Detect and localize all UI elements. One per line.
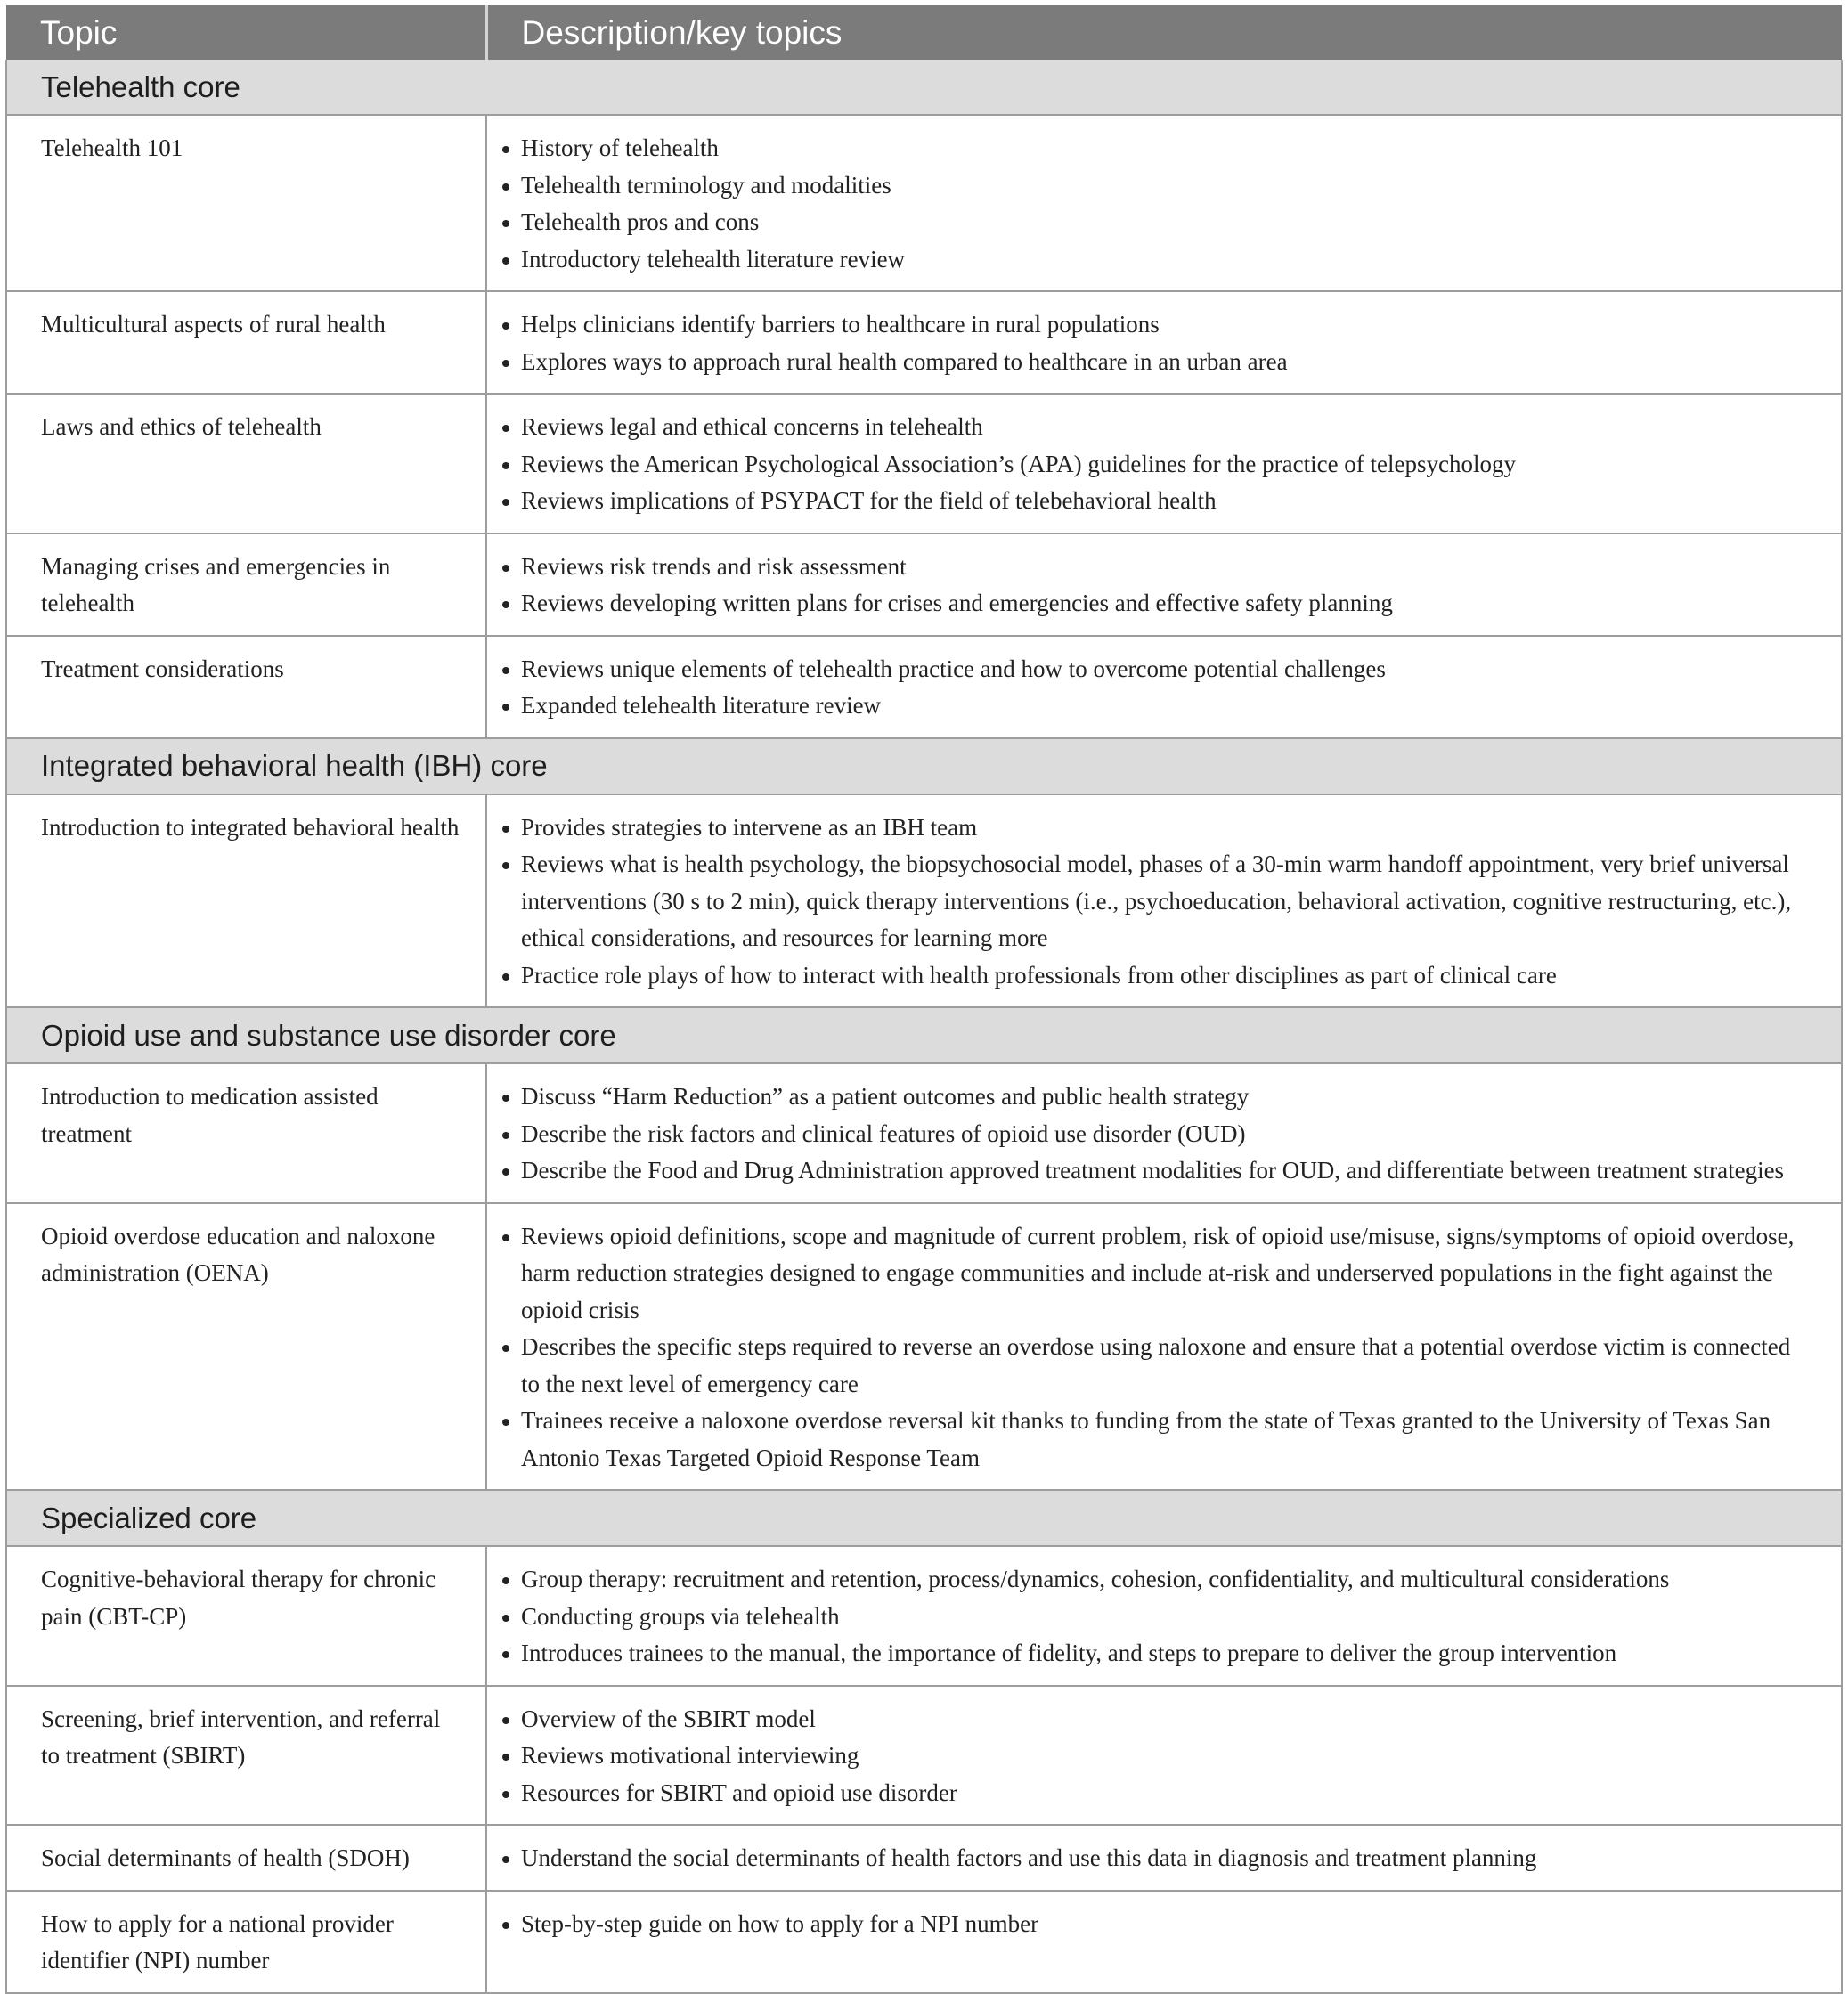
topic-cell: Managing crises and emergencies in telehealth: [6, 533, 486, 636]
key-topic-text: Reviews legal and ethical concerns in telehealth: [521, 413, 983, 440]
key-topic-text: Expanded telehealth literature review: [521, 692, 882, 719]
key-topics-list: [521, 1906, 1805, 1943]
bullet-icon: [502, 601, 509, 608]
key-topic-text: Reviews developing written plans for crises and emergencies and effective safety planning: [521, 590, 1393, 616]
key-topic-item: [521, 204, 1805, 241]
key-topic-text: Reviews opioid definitions, scope and magnitude of current problem, risk of opioid use/misuse, signs/symptoms of opioid overdose, harm reduction strategies designed to engage communities and include at-risk and underserved populations in the fight against the opioid crisis: [521, 1222, 1795, 1323]
bullet-icon: [502, 973, 509, 981]
topic-cell: Introduction to integrated behavioral health: [6, 794, 486, 1008]
topic-cell: Telehealth 101: [6, 115, 486, 291]
key-topic-item: [521, 1840, 1805, 1877]
key-topic-item: [521, 241, 1805, 279]
bullet-icon: [502, 257, 509, 265]
table-row: [6, 1686, 1842, 1826]
bullet-icon: [502, 565, 509, 572]
description-cell: [486, 1891, 1842, 1993]
description-cell: [486, 636, 1842, 738]
description-cell: [486, 1825, 1842, 1891]
bullet-icon: [502, 220, 509, 227]
bullet-icon: [502, 1234, 509, 1241]
key-topic-text: Resources for SBIRT and opioid use disorder: [521, 1778, 957, 1806]
bullet-icon: [502, 1615, 509, 1622]
key-topic-item: [521, 1561, 1805, 1599]
bullet-icon: [502, 1791, 509, 1798]
description-cell: [486, 794, 1842, 1008]
key-topic-text: Conducting groups via telehealth: [521, 1602, 840, 1630]
key-topic-text: Understand the social determinants of health factors and use this data in diagnosis and treatment planning: [521, 1844, 1537, 1871]
key-topic-item: [521, 1701, 1805, 1738]
table-row: [6, 394, 1842, 533]
table-body: [6, 60, 1842, 1993]
key-topic-item: [521, 306, 1805, 344]
key-topics-list: [521, 409, 1805, 520]
table-row: [6, 115, 1842, 291]
key-topic-text: Introductory telehealth literature review: [521, 245, 906, 273]
bullet-icon: [502, 360, 509, 367]
key-topic-item: [521, 585, 1805, 623]
section-header-row: [6, 1007, 1842, 1063]
bullet-icon: [502, 183, 509, 191]
table-row: [6, 794, 1842, 1008]
key-topic-text: Practice role plays of how to interact with health professionals from other disciplines as part of clinical care: [521, 961, 1557, 989]
key-topic-text: Discuss “Harm Reduction” as a patient outcomes and public health strategy: [521, 1083, 1250, 1110]
key-topics-list: [521, 1840, 1805, 1877]
bullet-icon: [502, 1856, 509, 1863]
bullet-icon: [502, 1095, 509, 1102]
description-cell: [486, 1686, 1842, 1826]
key-topics-list: [521, 1218, 1805, 1477]
header-row: [6, 5, 1842, 60]
key-topic-item: [521, 130, 1805, 167]
bullet-icon: [502, 1651, 509, 1658]
bullet-icon: [502, 1419, 509, 1426]
description-cell: [486, 533, 1842, 636]
topic-cell: Screening, brief intervention, and referral to treatment (SBIRT): [6, 1686, 486, 1826]
key-topics-list: [521, 651, 1805, 725]
key-topic-item: [521, 1635, 1805, 1673]
topic-cell: Cognitive-behavioral therapy for chronic pain (CBT-CP): [6, 1546, 486, 1686]
key-topic-item: [521, 549, 1805, 586]
section-title: Specialized core: [6, 1490, 1842, 1546]
bullet-icon: [502, 462, 509, 469]
topic-cell: Opioid overdose education and naloxone administration (OENA): [6, 1203, 486, 1491]
section-title: Integrated behavioral health (IBH) core: [6, 738, 1842, 794]
key-topic-text: Step-by-step guide on how to apply for a NPI number: [521, 1909, 1039, 1937]
key-topic-text: Helps clinicians identify barriers to healthcare in rural populations: [521, 311, 1160, 338]
table-row: [6, 1063, 1842, 1203]
topic-cell: Laws and ethics of telehealth: [6, 394, 486, 533]
table-row: [6, 636, 1842, 738]
key-topic-text: Describe the Food and Drug Administration approved treatment modalities for OUD, and differentiate between treatment strategies: [521, 1157, 1785, 1184]
key-topics-list: [521, 810, 1805, 995]
topic-cell: How to apply for a national provider identifier (NPI) number: [6, 1891, 486, 1993]
key-topic-item: [521, 1218, 1805, 1330]
key-topic-text: Telehealth terminology and modalities: [521, 171, 891, 199]
key-topic-item: [521, 1078, 1805, 1116]
topic-cell: Multicultural aspects of rural health: [6, 291, 486, 394]
bullet-icon: [502, 1922, 509, 1929]
column-header-description: Description/key topics: [486, 5, 1842, 60]
key-topics-list: [521, 549, 1805, 623]
key-topic-item: [521, 1116, 1805, 1153]
section-header-row: [6, 738, 1842, 794]
bullet-icon: [502, 667, 509, 674]
table-row: [6, 1546, 1842, 1686]
bullet-icon: [502, 1754, 509, 1761]
key-topic-text: Group therapy: recruitment and retention, process/dynamics, cohesion, confidentiality, and multicultural considerations: [521, 1566, 1670, 1592]
key-topic-text: History of telehealth: [521, 134, 719, 161]
section-title: Telehealth core: [6, 60, 1842, 115]
key-topic-item: [521, 446, 1805, 484]
bullet-icon: [502, 704, 509, 711]
key-topic-text: Reviews what is health psychology, the biopsychosocial model, phases of a 30-min warm handoff appointment, very brief universal interventions (30 s to 2 min), quick therapy interventions (i.e., psychoeducation, behavioral activation, cognitive restructuring, etc.), ethical considerations, and resources for learning more: [521, 851, 1792, 951]
key-topic-text: Describes the specific steps required to reverse an overdose using naloxone and ensure that a potential overdose victim is connected to the next level of emergency care: [521, 1333, 1791, 1397]
table-row: [6, 1891, 1842, 1993]
topic-cell: Treatment considerations: [6, 636, 486, 738]
bullet-icon: [502, 425, 509, 432]
description-cell: [486, 1203, 1842, 1491]
key-topic-text: Reviews the American Psychological Association’s (APA) guidelines for the practice of telepsychology: [521, 450, 1517, 477]
section-header-row: [6, 60, 1842, 115]
key-topics-list: [521, 306, 1805, 380]
key-topics-list: [521, 130, 1805, 278]
bullet-icon: [502, 1345, 509, 1352]
key-topic-text: Reviews motivational interviewing: [521, 1742, 859, 1769]
key-topic-item: [521, 1403, 1805, 1477]
description-cell: [486, 115, 1842, 291]
key-topic-text: Explores ways to approach rural health compared to healthcare in an urban area: [521, 347, 1288, 375]
key-topic-item: [521, 1329, 1805, 1403]
table-row: [6, 533, 1842, 636]
key-topic-item: [521, 846, 1805, 957]
key-topic-item: [521, 1906, 1805, 1943]
bullet-icon: [502, 499, 509, 506]
bullet-icon: [502, 146, 509, 153]
description-cell: [486, 1063, 1842, 1203]
key-topic-text: Overview of the SBIRT model: [521, 1705, 816, 1732]
key-topic-text: Provides strategies to intervene as an IBH team: [521, 813, 978, 841]
key-topic-text: Reviews implications of PSYPACT for the field of telebehavioral health: [521, 487, 1217, 514]
key-topic-item: [521, 688, 1805, 725]
key-topic-item: [521, 1152, 1805, 1190]
topics-table: [5, 5, 1843, 1994]
key-topic-item: [521, 344, 1805, 381]
key-topic-item: [521, 1775, 1805, 1812]
key-topic-text: Reviews unique elements of telehealth practice and how to overcome potential challenges: [521, 655, 1386, 682]
table-row: [6, 291, 1842, 394]
key-topic-text: Telehealth pros and cons: [521, 208, 760, 235]
bullet-icon: [502, 1717, 509, 1724]
key-topic-item: [521, 957, 1805, 995]
key-topic-item: [521, 1738, 1805, 1775]
section-header-row: [6, 1490, 1842, 1546]
topic-cell: Introduction to medication assisted treatment: [6, 1063, 486, 1203]
table-row: [6, 1203, 1842, 1491]
key-topic-text: Reviews risk trends and risk assessment: [521, 552, 907, 580]
bullet-icon: [502, 1168, 509, 1176]
table-row: [6, 1825, 1842, 1891]
bullet-icon: [502, 826, 509, 833]
description-cell: [486, 1546, 1842, 1686]
bullet-icon: [502, 322, 509, 330]
bullet-icon: [502, 1577, 509, 1584]
topic-cell: Social determinants of health (SDOH): [6, 1825, 486, 1891]
description-cell: [486, 291, 1842, 394]
bullet-icon: [502, 862, 509, 869]
key-topics-list: [521, 1078, 1805, 1190]
key-topic-item: [521, 651, 1805, 688]
column-header-topic: Topic: [6, 5, 486, 60]
key-topic-item: [521, 409, 1805, 446]
key-topic-item: [521, 1599, 1805, 1636]
key-topic-text: Describe the risk factors and clinical features of opioid use disorder (OUD): [521, 1119, 1246, 1147]
bullet-icon: [502, 1132, 509, 1139]
key-topic-text: Introduces trainees to the manual, the importance of fidelity, and steps to prepare to deliver the group intervention: [521, 1640, 1617, 1666]
section-title: Opioid use and substance use disorder core: [6, 1007, 1842, 1063]
key-topics-list: [521, 1561, 1805, 1673]
description-cell: [486, 394, 1842, 533]
key-topic-text: Trainees receive a naloxone overdose reversal kit thanks to funding from the state of Texas granted to the University of Texas San Antonio Texas Targeted Opioid Response Team: [521, 1407, 1771, 1471]
key-topic-item: [521, 167, 1805, 205]
key-topics-list: [521, 1701, 1805, 1812]
key-topic-item: [521, 810, 1805, 847]
key-topic-item: [521, 483, 1805, 520]
